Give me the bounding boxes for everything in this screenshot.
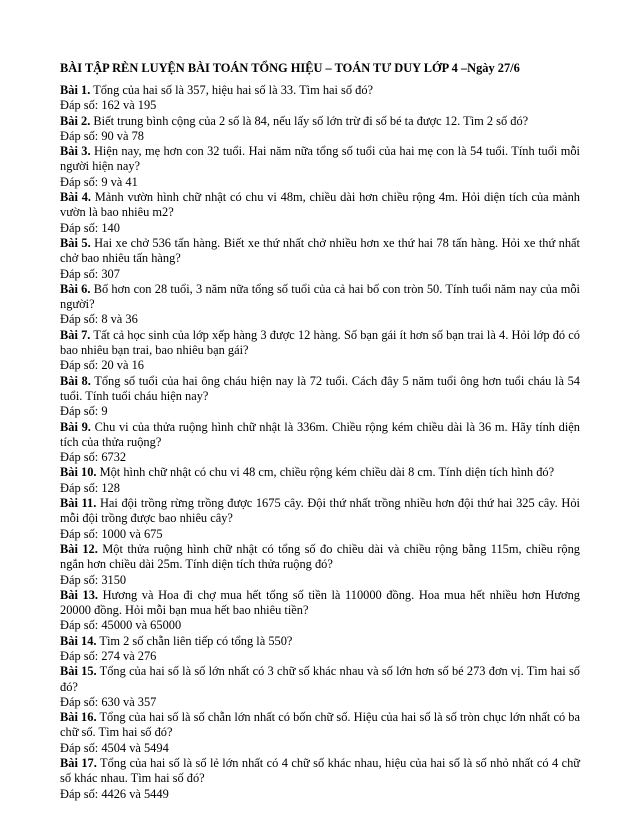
problem-text: Tất cả học sinh của lớp xếp hàng 3 được 12 hàng. Số bạn gái ít hơn số bạn trai là 4. Hỏi lớp đó có bao nhiêu bạn trai, bao nhiêu bạn gái? — [60, 327, 581, 358]
problem-item — [60, 465, 580, 496]
problem-item — [60, 664, 580, 710]
answer-prefix: Đáp số: — [60, 128, 102, 143]
answer-value: 630 và 357 — [101, 694, 157, 709]
answer-prefix: Đáp số: — [60, 98, 102, 113]
problem-text: Một hình chữ nhật có chu vi 48 cm, chiều rộng kém chiều dài 8 cm. Tính diện tích hình đó? — [96, 465, 555, 480]
problem-text: Hiện nay, mẹ hơn con 32 tuổi. Hai năm nữa tổng số tuổi của hai mẹ con là 54 tuổi. Tính tuổi mỗi người hiện nay? — [60, 144, 580, 174]
answer-prefix: Đáp số: — [60, 220, 102, 235]
problem-label: Bài 14. — [60, 633, 97, 648]
problem-text: Hương và Hoa đi chợ mua hết tổng số tiền là 110000 đồng. Hoa mua hết nhiều hơn Hương 20000 đồng. Hỏi mỗi bạn mua hết bao nhiêu tiền? — [60, 587, 580, 618]
problem-label: Bài 5. — [60, 235, 91, 250]
answer-prefix: Đáp số: — [60, 404, 102, 419]
problem-label: Bài 7. — [60, 327, 91, 342]
problem-answer — [60, 175, 580, 190]
problem-answer — [60, 481, 580, 496]
answer-prefix: Đáp số: — [60, 266, 102, 281]
problem-answer — [60, 129, 580, 144]
problem-question — [60, 634, 580, 649]
problem-label: Bài 6. — [60, 281, 91, 296]
problem-question — [60, 236, 580, 267]
answer-prefix: Đáp số: — [60, 694, 102, 709]
problem-text: Tổng của hai số là 357, hiệu hai số là 33. Tìm hai số đó? — [90, 83, 374, 97]
problem-item — [60, 144, 580, 190]
answer-prefix: Đáp số: — [60, 358, 102, 373]
problem-question — [60, 465, 580, 480]
problem-text: Bố hơn con 28 tuổi, 3 năm nữa tổng số tuổi của cả hai bố con tròn 50. Tính tuổi năm nay của mỗi người? — [60, 281, 580, 312]
problem-item — [60, 236, 580, 282]
answer-prefix: Đáp số: — [60, 526, 102, 541]
problem-question — [60, 190, 580, 221]
problem-question — [60, 144, 580, 175]
problem-label: Bài 3. — [60, 144, 91, 159]
problem-question — [60, 496, 580, 527]
problem-answer — [60, 98, 580, 113]
problem-label: Bài 9. — [60, 419, 91, 434]
answer-prefix: Đáp số: — [60, 480, 102, 495]
problem-answer — [60, 695, 580, 710]
answer-value: 9 — [101, 404, 108, 419]
problem-question — [60, 588, 580, 619]
problem-label: Bài 4. — [60, 190, 91, 205]
answer-value: 6732 — [101, 450, 127, 465]
problem-answer — [60, 573, 580, 588]
answer-value: 4426 và 5449 — [101, 786, 169, 801]
problem-item — [60, 634, 580, 665]
problem-text: Hai đội trồng rừng trồng được 1675 cây. Đội thứ nhất trồng nhiều hơn đội thứ hai 325 cây. Hỏi mỗi đội trồng được bao nhiêu cây? — [60, 496, 580, 526]
problem-item — [60, 710, 580, 756]
problem-text: Hai xe chở 536 tấn hàng. Biết xe thứ nhất chở nhiều hơn xe thứ hai 78 tấn hàng. Hỏi xe thứ nhất chở bao nhiêu tấn hàng? — [60, 235, 580, 266]
problem-item — [60, 328, 580, 374]
problem-item — [60, 190, 580, 236]
answer-prefix: Đáp số: — [60, 618, 102, 633]
problem-text: Một thửa ruộng hình chữ nhật có tổng số đo chiều dài và chiều rộng bằng 115m, chiều rộng ngắn hơn chiều dài 25m. Tính diện tích thửa ruộng đó? — [60, 541, 580, 572]
problem-question — [60, 282, 580, 313]
problem-label: Bài 2. — [60, 113, 91, 128]
problem-label: Bài 12. — [60, 541, 98, 556]
problem-question — [60, 83, 580, 98]
problem-label: Bài 1. — [60, 83, 91, 97]
problem-label: Bài 10. — [60, 465, 97, 480]
problem-text: Tổng số tuổi của hai ông cháu hiện nay là 72 tuổi. Cách đây 5 năm tuổi ông hơn tuổi cháu là 54 tuổi. Tính tuổi cháu hiện nay? — [60, 373, 581, 403]
problem-answer — [60, 450, 580, 465]
problem-item — [60, 114, 580, 145]
answer-value: 9 và 41 — [101, 174, 138, 189]
problem-item — [60, 420, 580, 466]
problem-text: Tổng của hai số là số lớn nhất có 3 chữ số khác nhau và số lớn hơn số bé 273 đơn vị. Tìm hai số đó? — [60, 664, 580, 694]
problem-label: Bài 8. — [60, 373, 91, 388]
problem-item — [60, 282, 580, 328]
answer-value: 8 và 36 — [101, 312, 138, 327]
answer-prefix: Đáp số: — [60, 450, 102, 465]
answer-value: 140 — [101, 220, 120, 235]
answer-prefix: Đáp số: — [60, 312, 102, 327]
problem-text: Chu vi của thửa ruộng hình chữ nhật là 336m. Chiều rộng kém chiều dài là 36 m. Hãy tính diện tích của thửa ruộng? — [60, 419, 580, 449]
problem-item — [60, 374, 580, 420]
problem-list — [60, 83, 580, 802]
answer-prefix: Đáp số: — [60, 174, 102, 189]
problem-question — [60, 374, 580, 405]
problem-question — [60, 664, 580, 695]
answer-value: 45000 và 65000 — [101, 618, 182, 633]
problem-answer — [60, 741, 580, 756]
answer-value: 20 và 16 — [101, 358, 144, 373]
problem-question — [60, 328, 580, 359]
problem-answer — [60, 618, 580, 633]
problem-item — [60, 756, 580, 802]
document-title: BÀI TẬP RÈN LUYỆN BÀI TOÁN TỔNG HIỆU – TOÁN TƯ DUY LỚP 4 –Ngày 27/6 — [60, 61, 520, 75]
answer-value: 1000 và 675 — [101, 526, 163, 541]
problem-item — [60, 496, 580, 542]
answer-value: 274 và 276 — [101, 648, 157, 663]
problem-label: Bài 15. — [60, 664, 97, 679]
problem-question — [60, 542, 580, 573]
document-page — [60, 60, 580, 802]
problem-answer — [60, 358, 580, 373]
answer-prefix: Đáp số: — [60, 786, 102, 801]
problem-question — [60, 114, 580, 129]
problem-answer — [60, 649, 580, 664]
answer-prefix: Đáp số: — [60, 572, 102, 587]
problem-question — [60, 710, 580, 741]
problem-answer — [60, 312, 580, 327]
problem-answer — [60, 221, 580, 236]
problem-text: Mảnh vườn hình chữ nhật có chu vi 48m, chiều dài hơn chiều rộng 4m. Hỏi diện tích của mảnh vườn là bao nhiêu m2? — [60, 190, 580, 220]
problem-label: Bài 16. — [60, 710, 97, 725]
answer-prefix: Đáp số: — [60, 740, 102, 755]
answer-value: 128 — [101, 480, 120, 495]
problem-label: Bài 13. — [60, 587, 98, 602]
problem-question — [60, 420, 580, 451]
problem-text: Tổng của hai số là số lẻ lớn nhất có 4 chữ số khác nhau, hiệu của hai số là số nhỏ nhất có 4 chữ số khác nhau. Tìm hai số đó? — [60, 756, 580, 786]
answer-prefix: Đáp số: — [60, 648, 102, 663]
problem-item — [60, 83, 580, 114]
problem-item — [60, 542, 580, 588]
answer-value: 3150 — [101, 572, 127, 587]
problem-label: Bài 11. — [60, 496, 97, 511]
problem-question — [60, 756, 580, 787]
problem-answer — [60, 787, 580, 802]
problem-answer — [60, 404, 580, 419]
problem-answer — [60, 267, 580, 282]
problem-text: Tổng của hai số là số chẵn lớn nhất có bốn chữ số. Hiệu của hai số là số tròn chục lớn nhất có ba chữ số. Tìm hai số đó? — [60, 710, 580, 740]
problem-text: Biết trung bình cộng của 2 số là 84, nếu lấy số lớn trừ đi số bé ta được 12. Tìm 2 số đó? — [90, 113, 529, 128]
answer-value: 4504 và 5494 — [101, 740, 169, 755]
problem-text: Tìm 2 số chẵn liên tiếp có tổng là 550? — [96, 633, 293, 648]
problem-answer — [60, 527, 580, 542]
answer-value: 90 và 78 — [101, 128, 144, 143]
problem-item — [60, 588, 580, 634]
problem-label: Bài 17. — [60, 756, 97, 771]
answer-value: 307 — [101, 266, 120, 281]
answer-value: 162 và 195 — [101, 98, 157, 113]
